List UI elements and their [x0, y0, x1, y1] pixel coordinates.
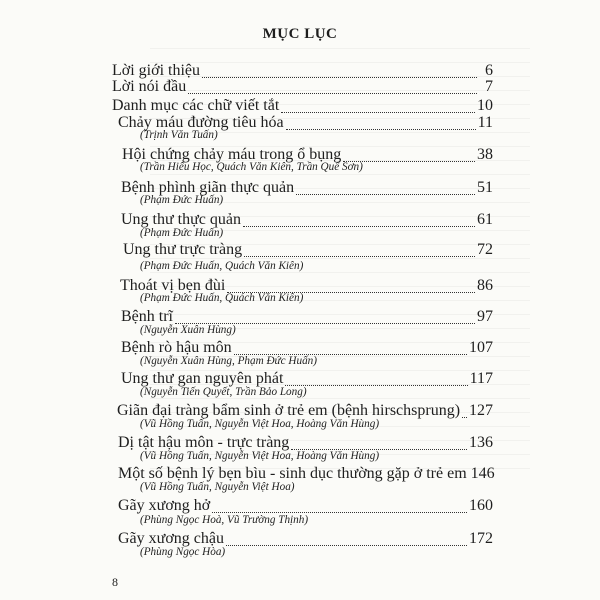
- toc-entry: [118, 530, 493, 546]
- toc-entry-page: 136: [469, 434, 493, 451]
- dot-leader: [462, 412, 467, 418]
- toc-entry-page: 38: [477, 146, 493, 163]
- toc-entry-page: 6: [485, 62, 493, 79]
- toc-entry-authors: (Phùng Ngọc Hoà, Vũ Trường Thịnh): [140, 514, 309, 526]
- toc-entry-title: Chảy máu đường tiêu hóa: [118, 114, 284, 131]
- toc-entry-page: 127: [469, 402, 493, 419]
- toc-entry-page: 107: [469, 339, 493, 356]
- toc-entry-authors: (Trịnh Văn Tuấn): [140, 129, 218, 141]
- toc-entry: [121, 370, 493, 386]
- toc-entry-authors: (Nguyễn Xuân Hùng, Phạm Đức Huấn): [140, 355, 317, 367]
- toc-entry-page: 51: [477, 179, 493, 196]
- toc-entry-page: 146: [470, 465, 495, 482]
- toc-entry-title: Một số bệnh lý bẹn bìu - sinh dục thường gặp ở trẻ em: [118, 465, 467, 482]
- dot-leader: [226, 540, 467, 546]
- toc-entry-page: 86: [477, 277, 493, 294]
- toc-entry-authors: (Phạm Đức Huấn): [140, 194, 224, 206]
- toc-entry: [112, 78, 493, 94]
- dot-leader: [281, 107, 475, 113]
- toc-entry-page: 117: [469, 370, 493, 387]
- toc-entry-page: 72: [477, 241, 493, 258]
- page-number: 8: [112, 575, 118, 589]
- toc-entry: [112, 97, 493, 113]
- dot-leader: [188, 88, 477, 94]
- toc-entry-title: Gãy xương chậu: [118, 530, 224, 547]
- toc-entry-title: Bệnh phình giãn thực quản: [121, 179, 295, 196]
- toc-entry-page: 10: [477, 97, 493, 114]
- toc-entry-page: 11: [477, 114, 493, 131]
- toc-entry-title: Gãy xương hở: [118, 497, 211, 514]
- toc-entry-title: Dị tật hậu môn - trực tràng: [118, 434, 290, 451]
- toc-entry-authors: (Vũ Hồng Tuấn, Nguyễn Việt Hoa, Hoàng Văn Hùng): [140, 418, 380, 430]
- toc-entry-title: Hội chứng chảy máu trong ổ bụng: [122, 146, 342, 163]
- toc-entry-title: Ung thư gan nguyên phát: [121, 370, 284, 387]
- toc-entry-title: Thoát vị bẹn đùi: [120, 277, 226, 294]
- page-title: MỤC LỤC: [262, 26, 338, 42]
- toc-entry: [118, 114, 493, 130]
- toc-entry-authors: (Vũ Hồng Tuấn, Nguyễn Việt Hoa): [140, 481, 295, 493]
- dot-leader: [343, 156, 475, 162]
- toc-entry: [123, 241, 493, 257]
- dot-leader: [243, 221, 475, 227]
- toc-entry-title: Lời giới thiệu: [112, 62, 201, 79]
- toc-entry-page: 7: [485, 78, 493, 95]
- toc-entry: [122, 146, 493, 162]
- toc-entry: [118, 434, 493, 450]
- toc-entry-page: 61: [477, 211, 493, 228]
- toc-entry-authors: (Phạm Đức Huấn, Quách Văn Kiên): [140, 260, 304, 272]
- toc-entry-authors: (Vũ Hồng Tuấn, Nguyễn Việt Hoa, Hoàng Văn Hùng): [140, 450, 380, 462]
- toc-entry: [112, 62, 493, 78]
- toc-entry-page: 160: [469, 497, 493, 514]
- toc-entry-authors: (Phùng Ngọc Hòa): [140, 546, 226, 558]
- dot-leader: [286, 124, 476, 130]
- dot-leader: [285, 380, 467, 386]
- toc-entry: [121, 308, 493, 324]
- dot-leader: [296, 189, 475, 195]
- toc-entry-title: Danh mục các chữ viết tắt: [112, 97, 280, 114]
- toc-entry-title: Ung thư thực quản: [121, 211, 241, 228]
- toc-entry-authors: (Nguyễn Xuân Hùng): [140, 324, 236, 336]
- toc-entry-title: Bệnh rò hậu môn: [121, 339, 232, 356]
- dot-leader: [212, 507, 467, 513]
- toc-entry: [118, 497, 493, 513]
- toc-entry-authors: (Phạm Đức Huấn): [140, 227, 224, 239]
- toc-entry-authors: (Phạm Đức Huấn, Quách Văn Kiên): [140, 292, 304, 304]
- toc-entry-title: Lời nói đầu: [112, 78, 187, 95]
- toc-entry: [121, 179, 493, 195]
- toc-entry-authors: (Trần Hiếu Học, Quách Văn Kiên, Trần Quế Sơn): [140, 161, 363, 173]
- toc-entry: [121, 211, 493, 227]
- toc-entry-title: Ung thư trực tràng: [123, 241, 243, 258]
- toc-entry-page: 172: [469, 530, 493, 547]
- toc-entry-title: Bệnh trĩ: [121, 308, 173, 325]
- toc-entry: [117, 402, 493, 418]
- dot-leader: [244, 251, 475, 257]
- toc-entry-title: Giãn đại tràng bẩm sinh ở trẻ em (bệnh hirschsprung): [117, 402, 461, 419]
- toc-entry: [121, 339, 493, 355]
- toc-entry: [118, 465, 493, 481]
- toc-entry: [120, 277, 493, 293]
- toc-entry-page: 97: [477, 308, 493, 325]
- toc-entry-authors: (Nguyễn Tiến Quyết, Trần Bảo Long): [140, 386, 307, 398]
